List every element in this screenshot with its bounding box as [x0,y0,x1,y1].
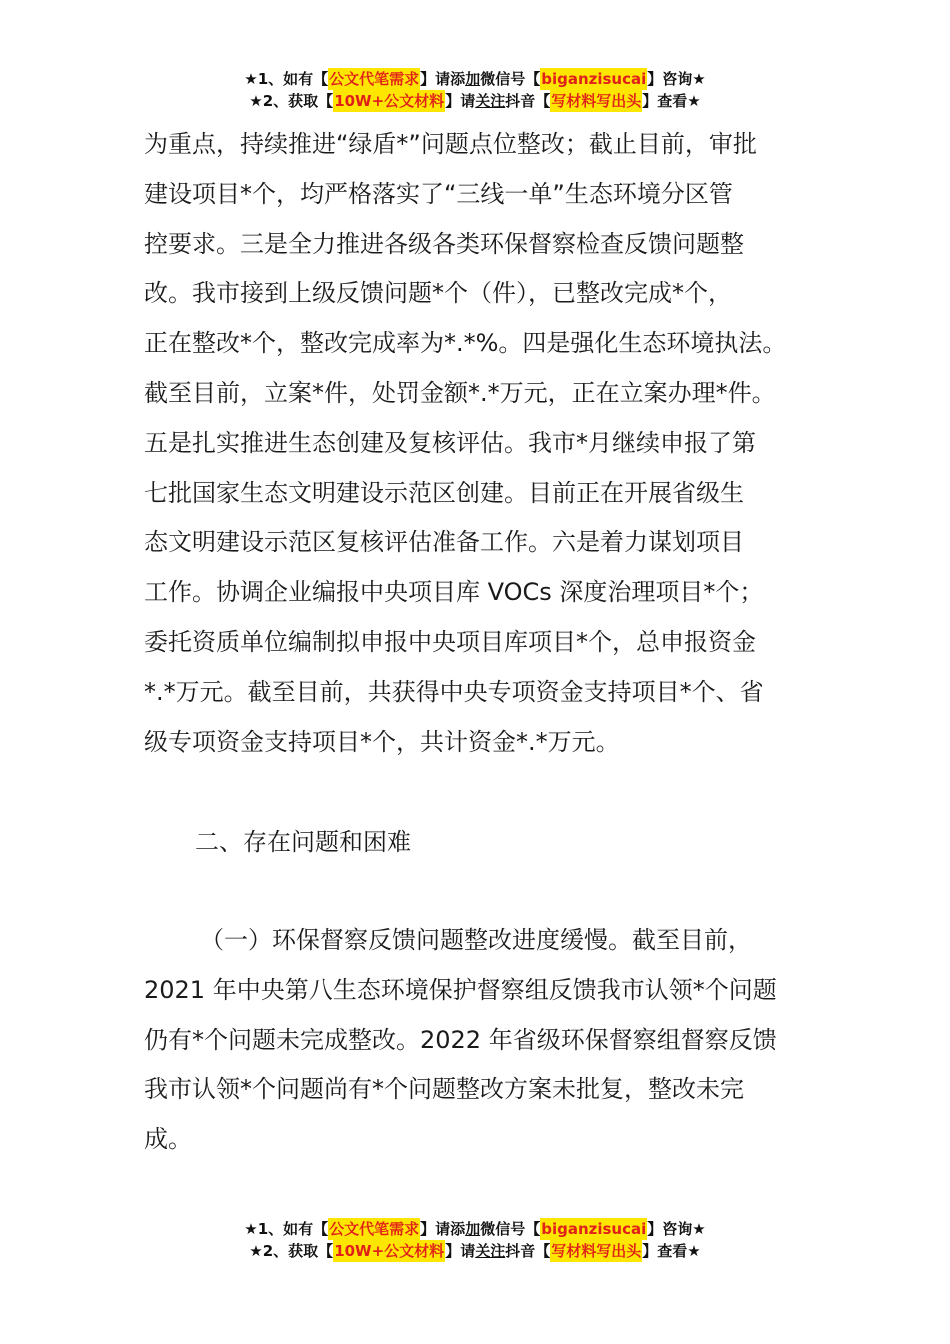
banner-underlined: 加 [465,70,481,88]
body-line: 七批国家生态文明建设示范区创建。目前正在开展省级生 [144,478,744,507]
banner-text: ★2、获取【 [249,92,334,110]
banner-text: 抖音【 [505,1242,551,1260]
highlight-wechat-id: biganzisucai [541,1220,647,1238]
top-banner [0,68,950,112]
banner-text: 】咨询★ [647,70,706,88]
banner-text: 抖音【 [505,92,551,110]
highlight-materials: 10W+公文材料 [334,92,445,110]
body-line: 级专项资金支持项目*个，共计资金*.*万元。 [144,727,620,756]
banner-line-2 [0,1240,950,1262]
body-line: *.*万元。截至目前，共获得中央专项资金支持项目*个、省 [144,677,764,706]
banner-underlined: 关注 [475,1242,506,1260]
body-line: 改。我市接到上级反馈问题*个（件），已整改完成*个， [144,279,732,308]
banner-text: 】请 [445,1242,476,1260]
highlight-service: 公文代笔需求 [329,1220,420,1238]
highlight-douyin: 写材料写出头 [551,1242,642,1260]
body-line: 工作。协调企业编报中央项目库 VOCs 深度治理项目*个； [144,578,764,607]
highlight-service: 公文代笔需求 [329,70,420,88]
banner-text: ★1、如有【 [244,70,329,88]
banner-line-2 [0,90,950,112]
banner-text: 微信号【 [480,1220,541,1238]
body-line: （一）环保督察反馈问题整改进度缓慢。截至目前， [200,926,752,954]
banner-text: ★2、获取【 [249,1242,334,1260]
banner-text: ★1、如有【 [244,1220,329,1238]
body-line: 控要求。三是全力推进各级各类环保督察检查反馈问题整 [144,229,744,258]
issue-paragraph [144,916,844,1165]
body-paragraph [144,120,844,767]
body-line: 成。 [144,1125,192,1154]
banner-underlined: 加 [465,1220,481,1238]
body-line: 建设项目*个，均严格落实了“三线一单”生态环境分区管 [144,179,733,208]
body-line: 为重点，持续推进“绿盾*”问题点位整改；截止目前，审批 [144,130,757,158]
body-line: 仍有*个问题未完成整改。2022 年省级环保督察组督察反馈 [144,1025,777,1054]
highlight-wechat-id: biganzisucai [541,70,647,88]
banner-line-1 [0,68,950,90]
body-line: 五是扎实推进生态创建及复核评估。我市*月继续申报了第 [144,428,756,457]
highlight-douyin: 写材料写出头 [551,92,642,110]
banner-line-1 [0,1218,950,1240]
body-line: 截至目前，立案*件，处罚金额*.*万元，正在立案办理*件。 [144,378,776,407]
highlight-materials: 10W+公文材料 [334,1242,445,1260]
banner-text: 】查看★ [642,92,701,110]
banner-text: 】查看★ [642,1242,701,1260]
banner-text: 】请 [445,92,476,110]
section-heading: 二、存在问题和困难 [195,828,411,856]
body-line: 正在整改*个，整改完成率为*.*%。四是强化生态环境执法。 [144,329,787,358]
banner-underlined: 关注 [475,92,506,110]
banner-text: 】请添 [420,70,466,88]
bottom-banner [0,1218,950,1262]
banner-text: 】请添 [420,1220,466,1238]
body-line: 委托资质单位编制拟申报中央项目库项目*个，总申报资金 [144,627,756,656]
body-line: 2021 年中央第八生态环境保护督察组反馈我市认领*个问题 [144,975,777,1004]
banner-text: 微信号【 [480,70,541,88]
body-line: 态文明建设示范区复核评估准备工作。六是着力谋划项目 [144,528,744,557]
banner-text: 】咨询★ [647,1220,706,1238]
body-line: 我市认领*个问题尚有*个问题整改方案未批复，整改未完 [144,1075,744,1104]
